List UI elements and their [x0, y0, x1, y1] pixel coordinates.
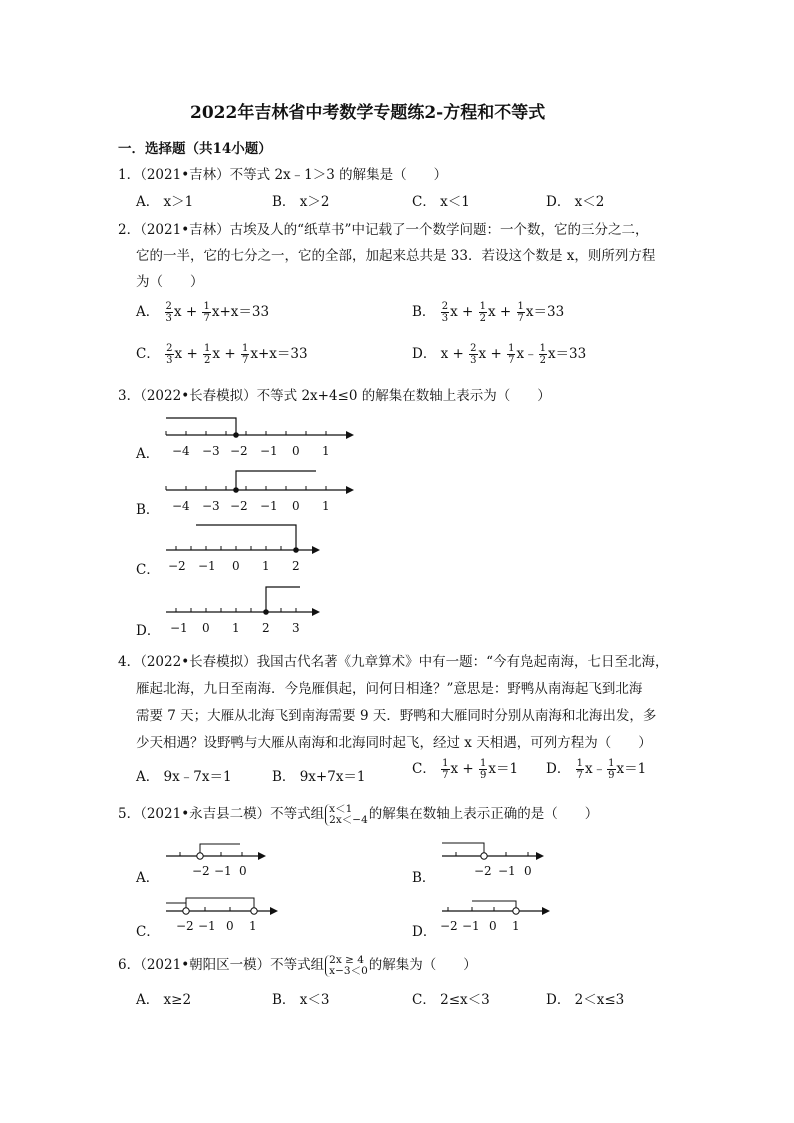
q6-option-c: C． 2≤x＜3	[412, 992, 490, 1008]
tick-label: −2	[474, 864, 492, 878]
q5-stem: 5．（2021•永吉县二模）不等式组 x＜1 2x＜−4 的解集在数轴上表示正确的是（ ）	[118, 802, 599, 826]
inequality-system: 2x ≥ 4 x−3＜0	[325, 955, 368, 977]
arrow-icon	[346, 431, 354, 439]
tick-label: 0	[292, 499, 300, 512]
q4-stem-line1: 4．（2022•长春模拟）我国古代名著《九章算术》中有一题：“今有凫起南海，七日至北海，	[118, 654, 669, 670]
tick-label: 0	[239, 864, 247, 878]
arrow-icon	[312, 608, 320, 616]
closed-dot	[233, 432, 239, 438]
q1-option-c: C． x＜1	[412, 194, 470, 210]
closed-dot	[293, 547, 299, 553]
solution-ray	[442, 843, 484, 856]
tick-label: 3	[292, 621, 300, 634]
tick-label: −1	[462, 919, 480, 933]
q1-option-b: B． x＞2	[272, 194, 330, 210]
tick-label: −3	[202, 499, 220, 512]
tick-label: 0	[292, 444, 300, 458]
q2-option-d: D． x + $\frac{2}{3}$ x + $\frac{1}{7}$ x﹣ $\frac{1}{2}$ x＝33	[412, 343, 587, 366]
tick-label: −1	[198, 559, 216, 572]
q5-option-c-label: C．	[136, 924, 160, 940]
arrow-icon	[346, 486, 354, 494]
q5-option-b-label: B．	[412, 870, 436, 886]
page-title: 2022年吉林省中考数学专题练2-方程和不等式	[190, 103, 546, 123]
tick-label: 0	[232, 559, 240, 572]
q5-number-line-c	[160, 893, 284, 935]
q3-number-line-b	[160, 468, 360, 512]
q3-option-b-label: B．	[136, 502, 160, 518]
arrow-icon	[270, 907, 278, 915]
q4-stem-line2: 雁起北海，九日至南海．今凫雁俱起，问何日相逢？”意思是：野鸭从南海起飞到北海	[136, 681, 643, 697]
closed-dot	[263, 609, 269, 615]
open-dot	[251, 908, 257, 914]
inequality-system: x＜1 2x＜−4	[325, 804, 368, 826]
closed-dot	[233, 487, 239, 493]
tick-label: −2	[168, 559, 186, 572]
tick-label: −2	[192, 864, 210, 878]
q4-option-b: B． 9x+7x＝1	[272, 769, 366, 785]
q3-number-line-d	[160, 580, 330, 634]
q2-stem-line3: 为（ ）	[136, 274, 204, 290]
tick-label: 0	[202, 621, 210, 634]
tick-label: 0	[489, 919, 497, 933]
solution-ray	[200, 844, 240, 856]
q2-option-a: A． $\frac{2}{3}$ x + $\frac{1}{7}$ x+x＝33	[136, 301, 270, 324]
q2-stem-line1: 2．（2021•吉林）古埃及人的“纸草书”中记载了一个数学问题：一个数，它的三分之二，	[118, 222, 649, 238]
tick-label: 0	[226, 919, 234, 933]
open-dot	[481, 853, 487, 859]
q3-number-line-a	[160, 415, 360, 459]
tick-label: −1	[498, 864, 516, 878]
tick-label: 1	[512, 919, 520, 933]
q1-option-d: D． x＜2	[546, 194, 605, 210]
tick-label: −2	[176, 919, 194, 933]
q4-stem-line3: 需要 7 天；大雁从北海飞到南海需要 9 天．野鸭和大雁同时分别从南海和北海出发，多	[136, 708, 657, 724]
tick-label: 1	[322, 499, 330, 512]
open-dot	[183, 908, 189, 914]
arrow-icon	[536, 852, 544, 860]
q3-option-c-label: C．	[136, 562, 160, 578]
q2-stem-line2: 它的一半，它的七分之一，它的全部，加起来总共是 33．若设这个数是 x，则所列方程	[136, 248, 656, 264]
q3-option-d-label: D．	[136, 623, 161, 639]
q2-option-c: C． $\frac{2}{3}$ x + $\frac{1}{2}$ x + $\frac{1}{7}$ x+x＝33	[136, 343, 308, 366]
tick-label: 2	[262, 621, 270, 634]
tick-label: 1	[322, 444, 330, 458]
arrow-icon	[258, 852, 266, 860]
tick-label: −2	[230, 444, 248, 458]
q5-option-d-label: D．	[412, 924, 437, 940]
arrow-icon	[312, 546, 320, 554]
tick-label: 2	[292, 559, 300, 572]
q1-stem: 1．（2021•吉林）不等式 2x﹣1＞3 的解集是（ ）	[118, 167, 448, 183]
arrow-icon	[542, 907, 550, 915]
tick-label: −1	[198, 919, 216, 933]
q5-option-a-label: A．	[136, 870, 160, 886]
q5-number-line-a	[160, 836, 270, 878]
tick-label: −4	[172, 444, 190, 458]
q2-option-b: B． $\frac{2}{3}$ x + $\frac{1}{2}$ x + $\frac{1}{7}$ x＝33	[412, 301, 565, 324]
tick-label: −1	[170, 621, 188, 634]
tick-label: −1	[260, 444, 278, 458]
solution-ray	[236, 471, 316, 490]
q5-number-line-b	[436, 836, 550, 878]
q6-stem: 6．（2021•朝阳区一模）不等式组 2x ≥ 4 x−3＜0 的解集为（ ）	[118, 953, 477, 977]
q4-option-d: D． $\frac{1}{7}$ x﹣ $\frac{1}{9}$ x＝1	[546, 758, 647, 781]
q1-option-a: A． x＞1	[136, 194, 194, 210]
section-heading: 一．选择题（共14小题）	[118, 141, 272, 157]
q3-option-a-label: A．	[136, 446, 160, 462]
tick-label: −2	[230, 499, 248, 512]
q5-number-line-d	[436, 893, 560, 935]
q3-stem: 3．（2022•长春模拟）不等式 2x+4≤0 的解集在数轴上表示为（ ）	[118, 388, 551, 404]
tick-label: 1	[262, 559, 270, 572]
q6-option-b: B． x＜3	[272, 992, 330, 1008]
tick-label: 1	[249, 919, 257, 933]
q4-option-c: C． $\frac{1}{7}$ x + $\frac{1}{9}$ x＝1	[412, 758, 519, 781]
q3-number-line-c	[160, 518, 330, 572]
solution-ray	[266, 587, 300, 612]
solution-ray	[186, 898, 254, 911]
tick-label: −1	[260, 499, 278, 512]
q4-option-a: A． 9x﹣7x＝1	[136, 769, 232, 785]
tick-label: −2	[440, 919, 458, 933]
tick-label: −4	[172, 499, 190, 512]
q6-option-d: D． 2＜x≤3	[546, 992, 625, 1008]
open-dot	[513, 908, 519, 914]
tick-label: −1	[214, 864, 232, 878]
q6-option-a: A． x≥2	[136, 992, 192, 1008]
tick-label: −3	[202, 444, 220, 458]
tick-label: 0	[524, 864, 532, 878]
open-dot	[197, 853, 203, 859]
q4-stem-line4: 少天相遇？设野鸭与大雁从南海和北海同时起飞，经过 x 天相遇，可列方程为（ ）	[136, 735, 652, 751]
tick-label: 1	[232, 621, 240, 634]
